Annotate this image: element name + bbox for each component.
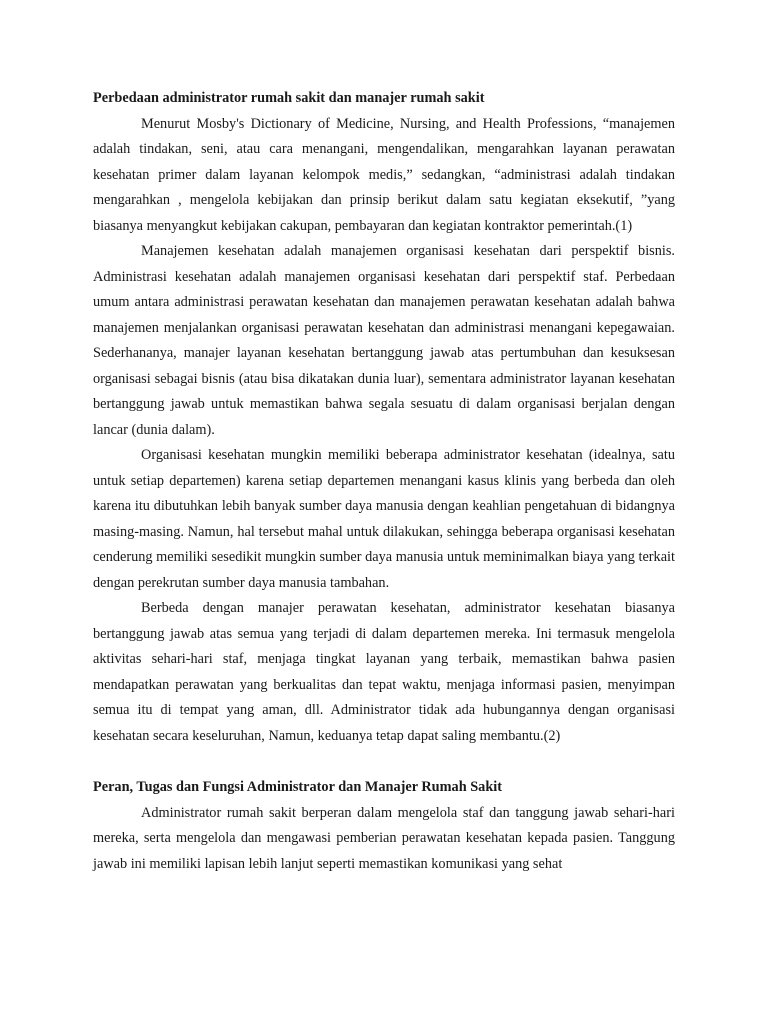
- paragraph-administrator-role: Administrator rumah sakit berperan dalam mengelola staf dan tanggung jawab sehari-hari mereka, serta mengelola dan mengawasi pemberian perawatan kesehatan kepada pasien. Tanggung jawab ini memiliki lapisan lebih lanjut seperti memastikan komunikasi yang sehat: [93, 804, 675, 872]
- document-page: [93, 86, 675, 877]
- paragraph-management-vs-administration: Manajemen kesehatan adalah manajemen organisasi kesehatan dari perspektif bisnis. Administrasi kesehatan adalah manajemen organisasi kesehatan dari perspektif staf. Perbedaan umum antara administrasi perawatan kesehatan dan manajemen perawatan kesehatan adalah bahwa manajemen menjalankan organisasi perawatan kesehatan dan administrasi menangani kepegawaian. Sederhananya, manajer layanan kesehatan bertanggung jawab atas pertumbuhan dan kesuksesan organisasi sebagai bisnis (atau bisa dikatakan dunia luar), sementara administrator layanan kesehatan bertanggung jawab untuk memastikan bahwa segala sesuatu di dalam organisasi berjalan dengan lancar (dunia dalam).: [93, 243, 675, 438]
- section-heading-differences: Perbedaan administrator rumah sakit dan manajer rumah sakit: [93, 90, 485, 106]
- paragraph-multiple-administrators: Organisasi kesehatan mungkin memiliki beberapa administrator kesehatan (idealnya, satu untuk setiap departemen) karena setiap departemen menangani kasus klinis yang berbeda dan oleh karena itu dibutuhkan lebih banyak sumber daya manusia dengan keahlian pengetahuan di bidangnya masing-masing. Namun, hal tersebut mahal untuk dilakukan, sehingga beberapa organisasi kesehatan cenderung memiliki sesedikit mungkin sumber daya manusia untuk meminimalkan biaya yang terkait dengan perekrutan sumber daya manusia tambahan.: [93, 447, 675, 591]
- section-heading-roles: Peran, Tugas dan Fungsi Administrator dan Manajer Rumah Sakit: [93, 779, 503, 795]
- section-spacer: [93, 749, 675, 775]
- paragraph-administrator-responsibilities: Berbeda dengan manajer perawatan kesehatan, administrator kesehatan biasanya bertanggung jawab atas semua yang terjadi di dalam departemen mereka. Ini termasuk mengelola aktivitas sehari-hari staf, menjaga tingkat layanan yang terbaik, memastikan bahwa pasien mendapatkan perawatan yang berkualitas dan tepat waktu, menjaga informasi pasien, menyimpan semua itu di tempat yang aman, dll. Administrator tidak ada hubungannya dengan organisasi kesehatan secara keseluruhan, Namun, keduanya tetap dapat saling membantu.(2): [93, 600, 675, 744]
- paragraph-mosby-definition: Menurut Mosby's Dictionary of Medicine, Nursing, and Health Professions, “manajemen adalah tindakan, seni, atau cara menangani, mengendalikan, mengarahkan layanan perawatan kesehatan primer dalam layanan kelompok medis,” sedangkan, “administrasi adalah tindakan mengarahkan , mengelola kebijakan dan prinsip berikut dalam satu kegiatan eksekutif, ”yang biasanya menyangkut kebijakan cakupan, pembayaran dan kegiatan kontraktor pemerintah.(1): [93, 115, 675, 234]
